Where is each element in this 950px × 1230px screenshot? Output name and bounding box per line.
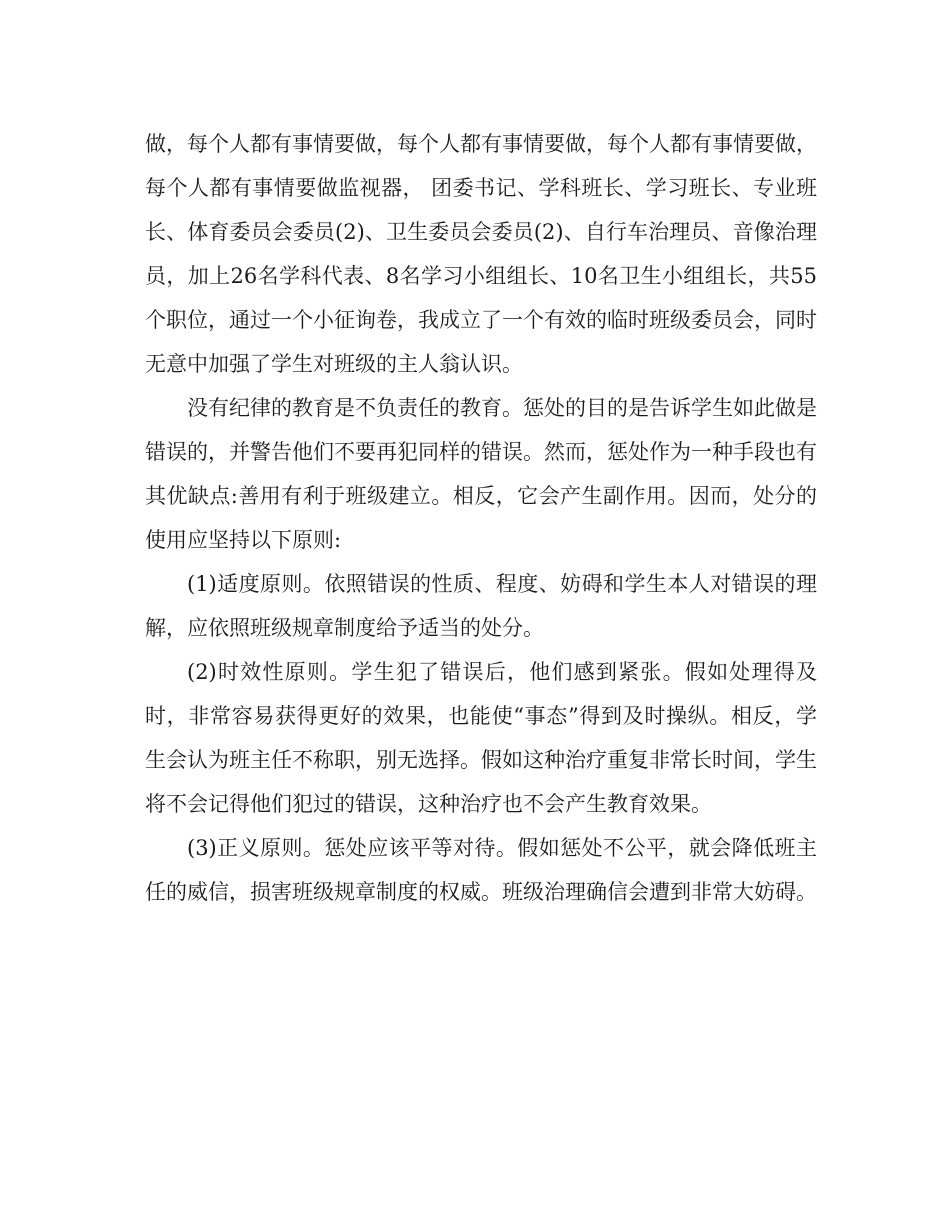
document-body bbox=[145, 122, 817, 914]
paragraph-principle-3: (3)正义原则。惩处应该平等对待。假如惩处不公平，就会降低班主任的威信，损害班级规章制度的权威。班级治理确信会遭到非常大妨碍。 bbox=[145, 836, 817, 904]
paragraph-principle-1: (1)适度原则。依照错误的性质、程度、妨碍和学生本人对错误的理解，应依照班级规章制度给予适当的处分。 bbox=[145, 572, 817, 640]
paragraph-principle-2: (2)时效性原则。学生犯了错误后，他们感到紧张。假如处理得及时，非常容易获得更好的效果，也能使“事态”得到及时操纵。相反，学生会认为班主任不称职，别无选择。假如这种治疗重复非常长时间，学生将不会记得他们犯过的错误，这种治疗也不会产生教育效果。 bbox=[145, 660, 817, 816]
paragraph-continuation: 做，每个人都有事情要做，每个人都有事情要做，每个人都有事情要做，每个人都有事情要做监视器， 团委书记、学科班长、学习班长、专业班长、体育委员会委员(2)、卫生委员会委员(2)、自行车治理员、音像治理员，加上26名学科代表、8名学习小组组长、10名卫生小组组长，共55个职位，通过一个小征询卷，我成立了一个有效的临时班级委员会，同时无意中加强了学生对班级的主人翁认识。 bbox=[145, 132, 817, 376]
paragraph-discipline: 没有纪律的教育是不负责任的教育。惩处的目的是告诉学生如此做是错误的，并警告他们不要再犯同样的错误。然而，惩处作为一种手段也有其优缺点:善用有利于班级建立。相反，它会产生副作用。因而，处分的使用应坚持以下原则: bbox=[145, 396, 817, 552]
